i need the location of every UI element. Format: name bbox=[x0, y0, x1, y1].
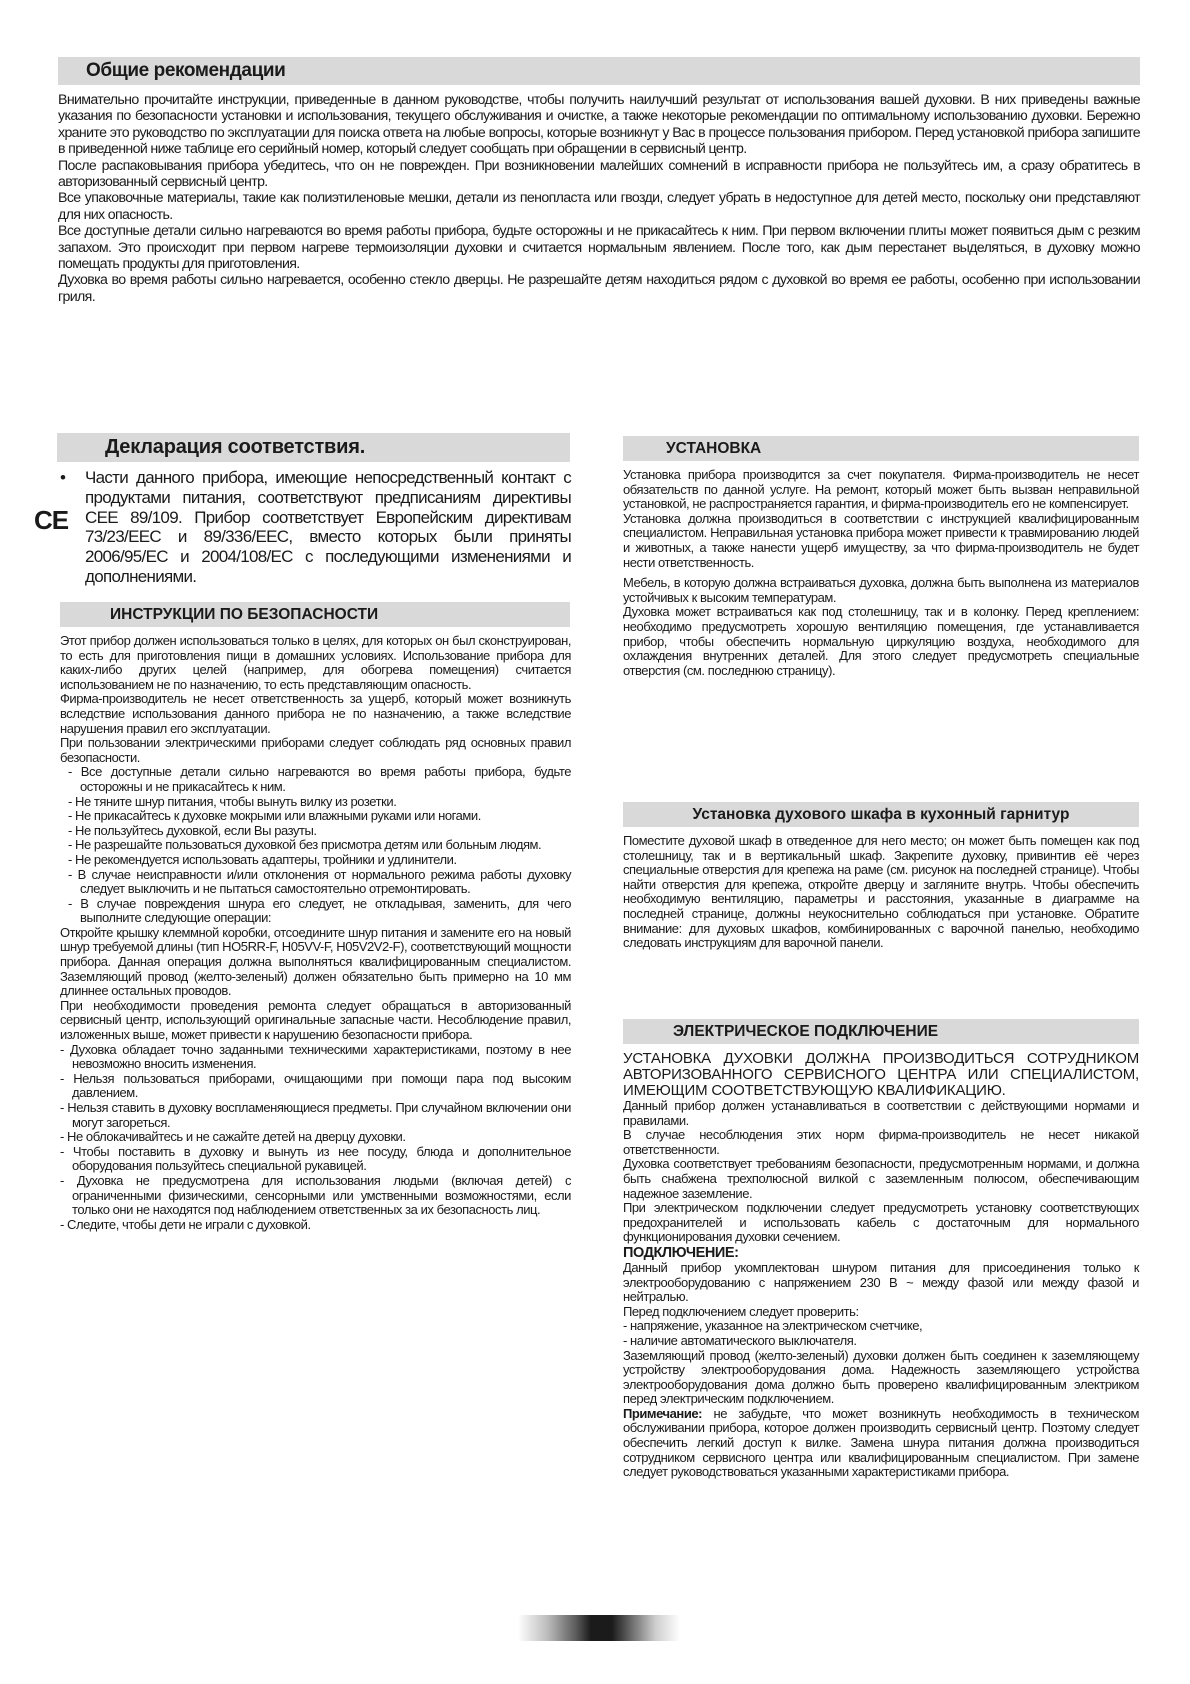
safety-rule: - Чтобы поставить в духовку и вынуть из нее посуду, блюда и дополнительное оборудования пользуйтесь специальной рукавицей. bbox=[60, 1143, 571, 1174]
bullet-icon: • bbox=[60, 468, 66, 487]
safety-rule: - Не разрешайте пользоваться духовкой без присмотра детям или больным людям. bbox=[68, 837, 542, 853]
paragraph: После распаковывания прибора убедитесь, что он не поврежден. При возникновении малейших сомнений в исправности прибора не пользуйтесь им, а сразу обратитесь в авторизованный сервисный центр. bbox=[58, 157, 1140, 191]
declaration-text: Части данного прибора, имеющие непосредственный контакт с продуктами питания, соответствуют предписаниям директивы CEE 89/109. Прибор соответствует Европейским директивам 73/23/EEC и 89/336/EEC, вместо которых были приняты 2006/95/EC и 2004/108/EC с последующими изменениями и дополнениями. bbox=[85, 468, 571, 586]
paragraph: Духовка соответствует требованиям безопасности, предусмотренным нормами, и должна быть снабжена трехполюсной вилкой с заземленным полюсом, обеспечивающим надежное заземление. bbox=[623, 1156, 1139, 1201]
paragraph: Мебель, в которую должна встраиваться духовка, должна быть выполнена из материалов устойчивых к высоким температурам. bbox=[623, 575, 1139, 605]
section-header-kitchen-install: Установка духового шкафа в кухонный гарнитур bbox=[623, 802, 1139, 827]
safety-rule: - В случае неисправности и/или отклонения от нормального режима работы духовку следует выключить и не пытаться самостоятельно отремонтировать. bbox=[68, 866, 571, 897]
safety-rule: - Не прикасайтесь к духовке мокрыми или влажными руками или ногами. bbox=[68, 808, 481, 824]
paragraph: Установка должна производиться в соответствии с инструкцией квалифицированным специалистом. Неправильная установка прибора может привести к травмированию людей и животных, а также нанести ущерб имуществу, за что фирма-производитель не будет нести ответственность. bbox=[623, 510, 1139, 570]
safety-rule: - Духовка обладает точно заданными техническими характеристиками, поэтому в нее невозможно вносить изменения. bbox=[60, 1041, 571, 1072]
section-header-installation: УСТАНОВКА bbox=[623, 436, 1139, 461]
safety-rule: - Все доступные детали сильно нагреваются во время работы прибора, будьте осторожны и не прикасайтесь к ним. bbox=[68, 764, 571, 794]
paragraph: Этот прибор должен использоваться только в целях, для которых он был сконструирован, то есть для приготовления пищи в домашних условиях. Использование прибора для каких-либо других целей (например, для обогрева помещения) считается использованием не по назначению, то есть представляющим опасность. bbox=[60, 633, 571, 692]
paragraph: Все упаковочные материалы, такие как полиэтиленовые мешки, детали из пенопласта или гвозди, следует убрать в недоступное для детей место, поскольку они представляют для них опасность. bbox=[58, 190, 1140, 223]
paragraph: Внимательно прочитайте инструкции, приведенные в данном руководстве, чтобы получить наилучший результат от использования вашей духовки. В них приведены важные указания по безопасности установки и использования, текущего обслуживания и очистке, а также некоторые рекомендации по оптимальному использованию духовки. Бережно храните это руководство по эксплуатации для поиска ответа на любые вопросы, которые возникнут у Вас в процессе пользования прибором. Перед установкой прибора запишите в приведенной ниже таблице его серийный номер, который следует сообщать при обращении в сервисный центр. bbox=[58, 92, 1140, 158]
safety-rule: - Не пользуйтесь духовкой, если Вы разуты. bbox=[68, 822, 317, 838]
check-item: - напряжение, указанное на электрическом счетчике, bbox=[623, 1318, 923, 1334]
paragraph: Данный прибор укомплектован шнуром питания для присоединения только к электрооборудованию с напряжением 230 В ~ между фазой или между фазой и нейтралью. bbox=[623, 1259, 1139, 1305]
safety-rule: - Следите, чтобы дети не играли с духовкой. bbox=[60, 1216, 311, 1232]
note-paragraph bbox=[623, 1407, 1139, 1480]
electrical-section-body bbox=[623, 1051, 1139, 1480]
section-header-general: Общие рекомендации bbox=[58, 57, 1140, 85]
safety-rule: - Нельзя пользоваться приборами, очищающими при помощи пара под высоким давлением. bbox=[60, 1070, 571, 1101]
note-text: не забудьте, что может возникнуть необходимость в техническом обслуживании прибора, которое должен производить сервисный центр. Поэтому следует обеспечить легкий доступ к вилке. Замена шнура питания должна производиться сотрудником сервисного центра или квалифицированным специалистом. При замене следует руководствоваться указанными характеристиками прибора. bbox=[623, 1405, 1139, 1480]
check-item: - наличие автоматического выключателя. bbox=[623, 1332, 857, 1348]
ce-mark-icon: CE bbox=[34, 505, 69, 535]
connection-subheading: ПОДКЛЮЧЕНИЕ: bbox=[623, 1244, 739, 1261]
paragraph: Установка прибора производится за счет покупателя. Фирма-производитель не несет обязательств по данной услуге. На ремонт, который может быть вызван неправильной установкой, не распространяется гарантия, и фирма-производитель его не компенсирует. bbox=[623, 467, 1139, 512]
paragraph: Поместите духовой шкаф в отведенное для него место; он может быть помещен как под столешницу, так и в вертикальный шкаф. Закрепите духовку, привинтив её через специальные отверстия для крепежа на раме (см. рисунок на последней странице). Чтобы найти отверстия для крепежа, откройте дверцу и загляните внутрь. Чтобы обеспечить необходимую вентиляцию, параметры и расстояния, указанные в диаграмме на последней странице, должны неукоснительно соблюдаться при установке. Обратите внимание: для духовых шкафов, комбинированных с варочной панелью, необходимо следовать инструкциям для варочной панели. bbox=[623, 833, 1139, 951]
paragraph: Заземляющий провод (желто-зеленый) духовки должен быть соединен к заземляющему устройству электрооборудования дома. Надежность заземляющего устройства электрооборудования дома должно быть проверено квалифицированным электриком перед электрическим подключением. bbox=[623, 1347, 1139, 1407]
caps-notice: УСТАНОВКА ДУХОВКИ ДОЛЖНА ПРОИЗВОДИТЬСЯ СОТРУДНИКОМ АВТОРИЗОВАННОГО СЕРВИСНОГО ЦЕНТРА ИЛИ СПЕЦИАЛИСТОМ, ИМЕЮЩИМ СООТВЕТСТВУЮЩУЮ КВАЛИФИКАЦИЮ. bbox=[623, 1050, 1139, 1099]
paragraph: Перед подключением следует проверить: bbox=[623, 1303, 859, 1319]
paragraph: Все доступные детали сильно нагреваются во время работы прибора, будьте осторожны и не прикасайтесь к ним. При первом включении плиты может появиться дым с резким запахом. Это происходит при первом нагреве термоизоляции духовки и считается нормальным явлением. После того, как дым перестанет выделяться, в духовку можно помещать продукты для приготовления. bbox=[58, 223, 1140, 273]
safety-section-body bbox=[60, 634, 571, 1232]
repair-text: При необходимости проведения ремонта следует обращаться в авторизованный сервисный центр, использующий оригинальные запасные части. Несоблюдение правил, изложенных выше, может привести к нарушению безопасности прибора. bbox=[60, 997, 571, 1043]
paragraph: При пользовании электрическими приборами следует соблюдать ряд основных правил безопасности. bbox=[60, 735, 571, 765]
safety-rule: - В случае повреждения шнура его следует, не откладывая, заменить, для чего выполните следующие операции: bbox=[68, 895, 571, 926]
paragraph: При электрическом подключении следует предусмотреть установку соответствующих предохранителей и использовать кабель с достаточным для нормального функционирования духовки сечением. bbox=[623, 1200, 1139, 1245]
paragraph: Данный прибор должен устанавливаться в соответствии с действующими нормами и правилами. bbox=[623, 1098, 1139, 1128]
general-section-body bbox=[58, 92, 1140, 305]
page-number-bar bbox=[518, 1615, 680, 1641]
safety-rule: - Не рекомендуется использовать адаптеры, тройники и удлинители. bbox=[68, 851, 457, 867]
note-label: Примечание: bbox=[623, 1405, 703, 1421]
safety-rule: - Не тяните шнур питания, чтобы вынуть вилку из розетки. bbox=[68, 793, 397, 809]
paragraph: В случае несоблюдения этих норм фирма-производитель не несет никакой ответственности. bbox=[623, 1127, 1139, 1157]
paragraph: Фирма-производитель не несет ответственность за ущерб, который может возникнуть вследствие использования данного прибора не по назначению, а также вследствие нарушения правил его эксплуатации. bbox=[60, 691, 571, 736]
installation-section-body bbox=[623, 468, 1139, 678]
section-header-declaration: Декларация соответствия. bbox=[57, 433, 570, 462]
paragraph: Духовка может встраиваться как под столешницу, так и в колонку. Перед креплением: необходимо предусмотреть хорошую вентиляцию помещения, где устанавливается прибор, чтобы обеспечить нормальную циркуляцию воздуха, необходимого для охлаждения внутренних деталей. Для этого следует предусмотреть специальные отверстия (см. последнюю страницу). bbox=[623, 604, 1139, 678]
safety-rule: - Духовка не предусмотрена для использования людьми (включая детей) с ограниченными физическими, сенсорными или умственными возможностями, если только они не находятся под наблюдением ответственных за их безопасность лиц. bbox=[60, 1172, 571, 1218]
kitchen-install-body bbox=[623, 834, 1139, 951]
section-header-safety: ИНСТРУКЦИИ ПО БЕЗОПАСНОСТИ bbox=[60, 602, 570, 627]
safety-rule: - Не облокачивайтесь и не сажайте детей на дверцу духовки. bbox=[60, 1129, 406, 1145]
declaration-body bbox=[57, 468, 571, 587]
safety-rule: - Нельзя ставить в духовку воспламеняющиеся предметы. При случайном включении они могут загореться. bbox=[60, 1100, 571, 1130]
paragraph: Духовка во время работы сильно нагревается, особенно стекло дверцы. Не разрешайте детям находиться рядом с духовкой во время ее работы, особенно при использовании гриля. bbox=[58, 272, 1140, 305]
cord-replacement-text: Откройте крышку клеммной коробки, отсоедините шнур питания и замените его на новый шнур требуемой длины (тип HO5RR-F, H05VV-F, H05V2V2-F), соответствующий мощности прибора. Данная операция должна выполняться квалифицированным специалистом. Заземляющий провод (желто-зеленый) должен обязательно быть примерно на 10 мм длиннее остальных проводов. bbox=[60, 924, 571, 999]
section-header-electrical: ЭЛЕКТРИЧЕСКОЕ ПОДКЛЮЧЕНИЕ bbox=[623, 1019, 1139, 1044]
